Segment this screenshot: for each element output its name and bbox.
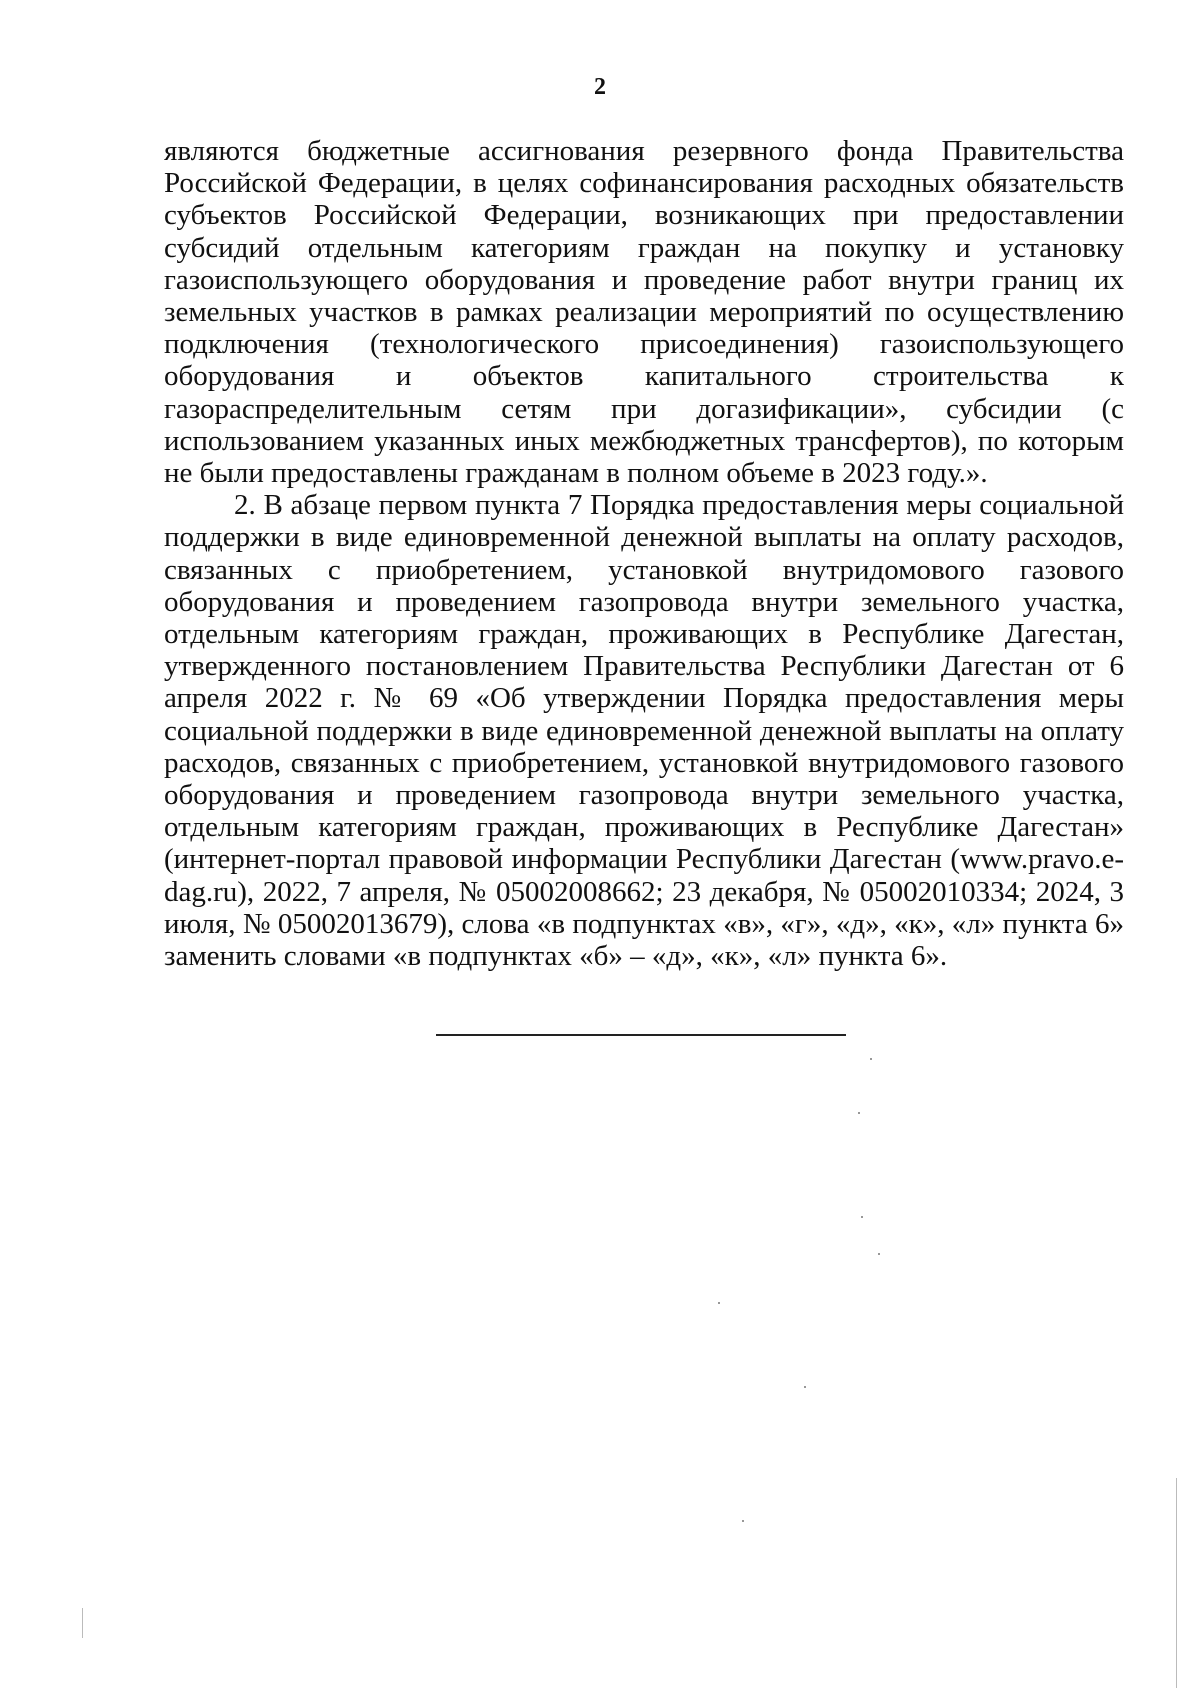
paragraph-item-2: 2. В абзаце первом пункта 7 Порядка предоставления меры социальной поддержки в виде единовременной денежной выплаты на оплату расходов, связанных с приобретением, установкой внутридомового газового оборудования и проведением газопровода внутри земельного участка, отдельным категориям граждан, проживающих в Республике Дагестан, утвержденного постановлением Правительства Республики Дагестан от 6 апреля 2022 г. № 69 «Об утверждении Порядка предоставления меры социальной поддержки в виде единовременной денежной выплаты на оплату расходов, связанных с приобретением, установкой внутридомового газового оборудования и проведением газопровода внутри земельного участка, отдельным категориям граждан, проживающих в Республике Дагестан» (интернет-портал правовой информации Республики Дагестан (www.pravo.e-dag.ru), 2022, 7 апреля, № 05002008662; 23 декабря, № 05002010334; 2024, 3 июля, № 05002013679), слова «в подпунктах «в», «г», «д», «к», «л» пункта 6» заменить словами «в подпунктах «б» – «д», «к», «л» пункта 6».: [164, 489, 1124, 973]
scan-edge-line: [1176, 1478, 1177, 1688]
scan-speck: [742, 1520, 744, 1522]
paragraph-continuation: являются бюджетные ассигнования резервного фонда Правительства Российской Федерации, в целях софинансирования расходных обязательств субъектов Российской Федерации, возникающих при предоставлении субсидий отдельным категориям граждан на покупку и установку газоиспользующего оборудования и проведение работ внутри границ их земельных участков в рамках реализации мероприятий по осуществлению подключения (технологического присоединения) газоиспользующего оборудования и объектов капитального строительства к газораспределительным сетям при догазификации», субсидии (с использованием указанных иных межбюджетных трансфертов), по которым не были предоставлены гражданам в полном объеме в 2023 году.».: [164, 135, 1124, 490]
scan-speck: [858, 1112, 860, 1114]
page-number: 2: [594, 74, 606, 100]
scan-speck: [804, 1386, 806, 1388]
scan-speck: [861, 1216, 863, 1218]
document-body: [164, 135, 1124, 972]
scan-edge-line: [82, 1608, 83, 1638]
closing-rule: [436, 1034, 846, 1036]
scan-speck: [870, 1058, 872, 1060]
scan-speck: [718, 1302, 720, 1304]
scan-speck: [878, 1253, 880, 1255]
